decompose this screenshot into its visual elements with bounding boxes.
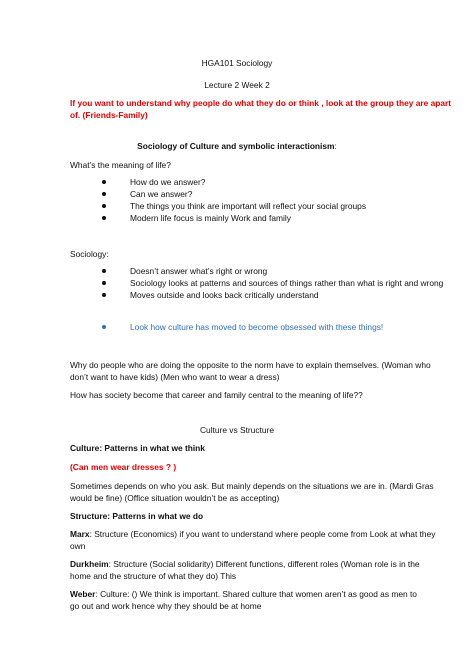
sociology-label: Sociology: xyxy=(70,249,109,259)
list-item-text: How do we answer? xyxy=(130,177,206,187)
bullet-icon xyxy=(102,204,106,208)
section-heading-culture xyxy=(0,141,474,152)
bullet-icon xyxy=(102,216,106,220)
list-item xyxy=(102,176,366,188)
marx-label: Marx xyxy=(70,529,90,539)
intro-line-1: If you want to understand why people do what they do or think , look at the group they are apart xyxy=(70,98,452,108)
paragraph-career-family: How has society become that career and family central to the meaning of life?? xyxy=(70,390,363,400)
red-question: (Can men wear dresses ? ) xyxy=(70,462,177,472)
list-item xyxy=(102,188,366,200)
list-item-text: Sociology looks at patterns and sources of things rather than what is right and wrong xyxy=(130,278,444,288)
lecture-title: Lecture 2 Week 2 xyxy=(204,80,270,90)
meaning-bullet-list xyxy=(102,176,366,224)
bullet-icon xyxy=(102,269,106,273)
weber-line-2: go out and work hence why they should be at home xyxy=(70,601,262,611)
weber-text: : Culture: () We think is important. Shared culture that women aren’t as good as men to xyxy=(95,589,417,599)
weber-label: Weber xyxy=(70,589,96,599)
sometimes-line-2: would be fine) (Office situation wouldn’t be as accepting) xyxy=(70,493,280,503)
sociology-bullet-list xyxy=(102,265,443,301)
list-item xyxy=(102,212,366,224)
durkheim-line-2: home and the structure of what they do) This xyxy=(70,571,237,581)
sometimes-line-1: Sometimes depends on who you ask. But mainly depends on the situations we are in. (Mardi Gras xyxy=(70,481,434,491)
list-item xyxy=(102,277,443,289)
list-item-text: Look how culture has moved to become obsessed with these things! xyxy=(130,322,384,332)
list-item-text: Doesn’t answer what’s right or wrong xyxy=(130,266,268,276)
list-item xyxy=(102,321,383,333)
culture-vs-structure-title: Culture vs Structure xyxy=(199,425,274,435)
list-item-text: Moves outside and looks back critically understand xyxy=(130,290,319,300)
culture-heading: Culture: Patterns in what we think xyxy=(70,443,205,453)
list-item-text: Can we answer? xyxy=(130,189,193,199)
bullet-icon xyxy=(102,192,106,196)
durkheim-label: Durkheim xyxy=(70,559,109,569)
durkheim-text: : Structure (Social solidarity) Different functions, different roles (Woman role is in the xyxy=(108,559,420,569)
section-heading-text: Sociology of Culture and symbolic interactionism xyxy=(137,141,335,151)
paragraph-opposite-norm-line-2: don’t want to have kids) (Men who want to wear a dress) xyxy=(70,372,280,382)
marx-text: : Structure (Economics) if you want to understand where people come from Look at what they xyxy=(89,529,436,539)
list-item-text: Modern life focus is mainly Work and family xyxy=(130,213,291,223)
paragraph-opposite-norm-line-1: Why do people who are doing the opposite to the norm have to explain themselves. (Woman who xyxy=(70,360,431,370)
bullet-icon xyxy=(102,293,106,297)
intro-line-2: of. (Friends-Family) xyxy=(70,110,148,120)
list-item xyxy=(102,200,366,212)
list-item xyxy=(102,289,443,301)
list-item xyxy=(102,265,443,277)
meaning-of-life-question: What’s the meaning of life? xyxy=(70,160,171,170)
list-item-text: The things you think are important will reflect your social groups xyxy=(130,201,367,211)
marx-line-2: own xyxy=(70,541,86,551)
marx-line-1 xyxy=(70,529,435,540)
blue-bullet-list xyxy=(102,321,383,333)
weber-line-1 xyxy=(70,589,417,600)
course-title: HGA101 Sociology xyxy=(201,58,273,68)
bullet-icon xyxy=(102,281,106,285)
structure-heading: Structure: Patterns in what we do xyxy=(70,511,204,521)
durkheim-line-1 xyxy=(70,559,420,570)
section-heading-colon: : xyxy=(334,141,337,151)
bullet-icon xyxy=(102,180,106,184)
bullet-icon xyxy=(102,325,106,329)
